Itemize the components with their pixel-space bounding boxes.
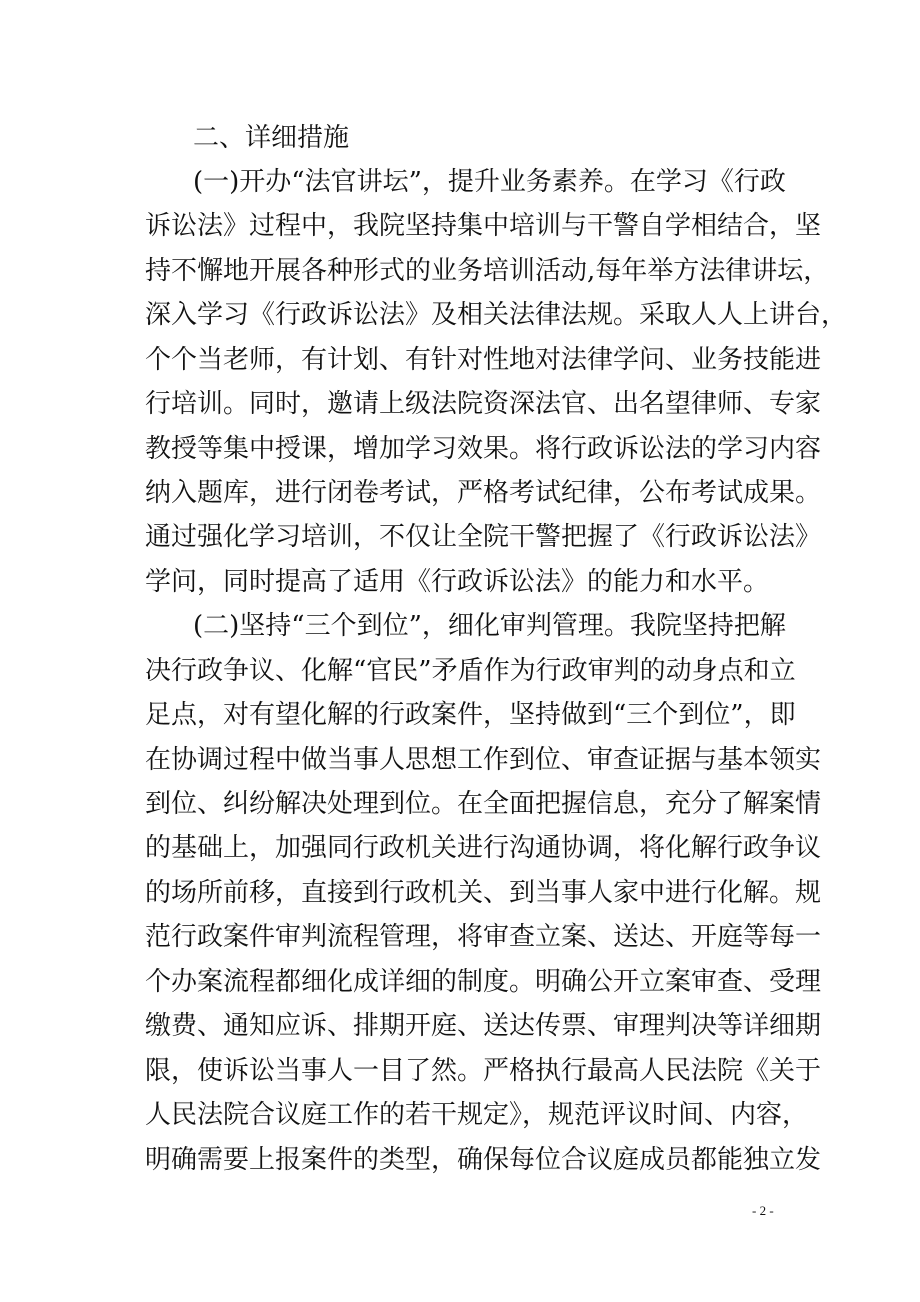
paragraph-line: 学问，同时提高了适用《行政诉讼法》的能力和水平。 (145, 567, 770, 597)
paragraph-line: (二)坚持“三个到位”，细化审判管理。我院坚持把解 (193, 611, 786, 641)
paragraph-line: 个个当老师，有计划、有针对性地对法律学问、业务技能进 (145, 345, 822, 375)
paragraph-line: 限，使诉讼当事人一目了然。严格执行最高人民法院《关于 (145, 1056, 822, 1086)
section-heading: 二、详细措施 (193, 123, 350, 153)
paragraph-line: 到位、纠纷解决处理到位。在全面把握信息，充分了解案情 (145, 789, 822, 819)
page-number: - 2 - (752, 1203, 774, 1218)
paragraph-line: 持不懈地开展各种形式的业务培训活动,每年举方法律讲坛， (145, 256, 830, 286)
paragraph-line: 范行政案件审判流程管理，将审查立案、送达、开庭等每一 (145, 922, 822, 952)
paragraph-line: 教授等集中授课，增加学习效果。将行政诉讼法的学习内容 (145, 434, 822, 464)
paragraph-line: (一)开办“法官讲坛”，提升业务素养。在学习《行政 (193, 167, 786, 197)
paragraph-line: 在协调过程中做当事人思想工作到位、审查证据与基本领实 (145, 745, 822, 775)
paragraph-line: 人民法院合议庭工作的若干规定》，规范评议时间、内容， (145, 1100, 809, 1130)
paragraph-line: 个办案流程都细化成详细的制度。明确公开立案审查、受理 (145, 967, 822, 997)
paragraph-line: 决行政争议、化解“官民”矛盾作为行政审判的动身点和立 (145, 656, 796, 686)
paragraph-line: 通过强化学习培训，不仅让全院干警把握了《行政诉讼法》 (145, 522, 822, 552)
paragraph-line: 明确需要上报案件的类型，确保每位合议庭成员都能独立发 (145, 1145, 822, 1175)
paragraph-line: 纳入题库，进行闭卷考试，严格考试纪律，公布考试成果。 (145, 478, 822, 508)
paragraph-line: 的基础上，加强同行政机关进行沟通协调，将化解行政争议 (145, 833, 822, 863)
paragraph-line: 的场所前移，直接到行政机关、到当事人家中进行化解。规 (145, 878, 822, 908)
paragraph-line: 行培训。同时，邀请上级法院资深法官、出名望律师、专家 (145, 389, 822, 419)
paragraph-line: 足点，对有望化解的行政案件，坚持做到“三个到位”，即 (145, 700, 796, 730)
paragraph-line: 缴费、通知应诉、排期开庭、送达传票、审理判决等详细期 (145, 1011, 822, 1041)
paragraph-line: 深入学习《行政诉讼法》及相关法律法规。采取人人上讲台， (145, 300, 848, 330)
paragraph-line: 诉讼法》过程中，我院坚持集中培训与干警自学相结合，坚 (145, 211, 822, 241)
